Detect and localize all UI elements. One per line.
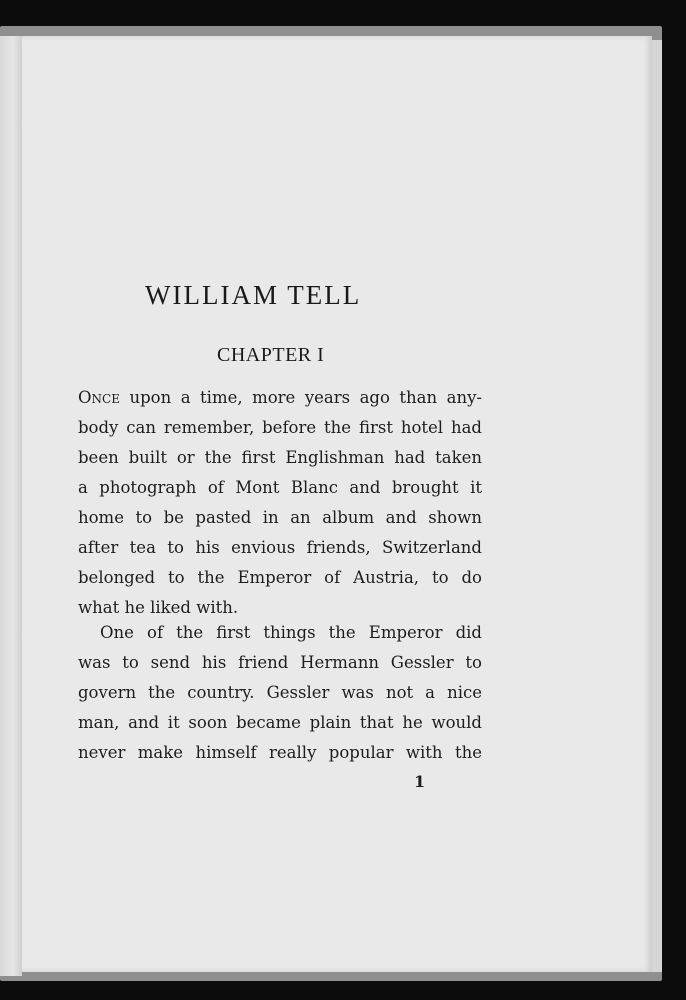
drop-word: Once [78,388,120,407]
text-line: man, and it soon became plain that he would [78,713,482,732]
page-edge [652,40,662,972]
line-text: upon a time, more years ago than any- [119,388,482,407]
text-line: been built or the first Englishman had taken [78,448,482,467]
page-number: 1 [414,772,426,791]
text-line: after tea to his envious friends, Switzerland [78,538,482,557]
text-line: a photograph of Mont Blanc and brought it [78,478,482,497]
text-line [78,383,482,413]
binding-gutter [0,36,22,976]
text-line: One of the first things the Emperor did [100,623,482,642]
text-line: body can remember, before the first hotel had [78,418,482,437]
book-title: WILLIAM TELL [145,280,362,310]
chapter-heading: CHAPTER I [217,344,325,366]
text-line: home to be pasted in an album and shown [78,508,482,527]
text-line: what he liked with. [78,598,239,617]
text-line: was to send his friend Hermann Gessler to [78,653,482,672]
text-line: never make himself really popular with the [78,743,482,762]
text-line: belonged to the Emperor of Austria, to do [78,568,482,587]
text-line: govern the country. Gessler was not a nice [78,683,482,702]
